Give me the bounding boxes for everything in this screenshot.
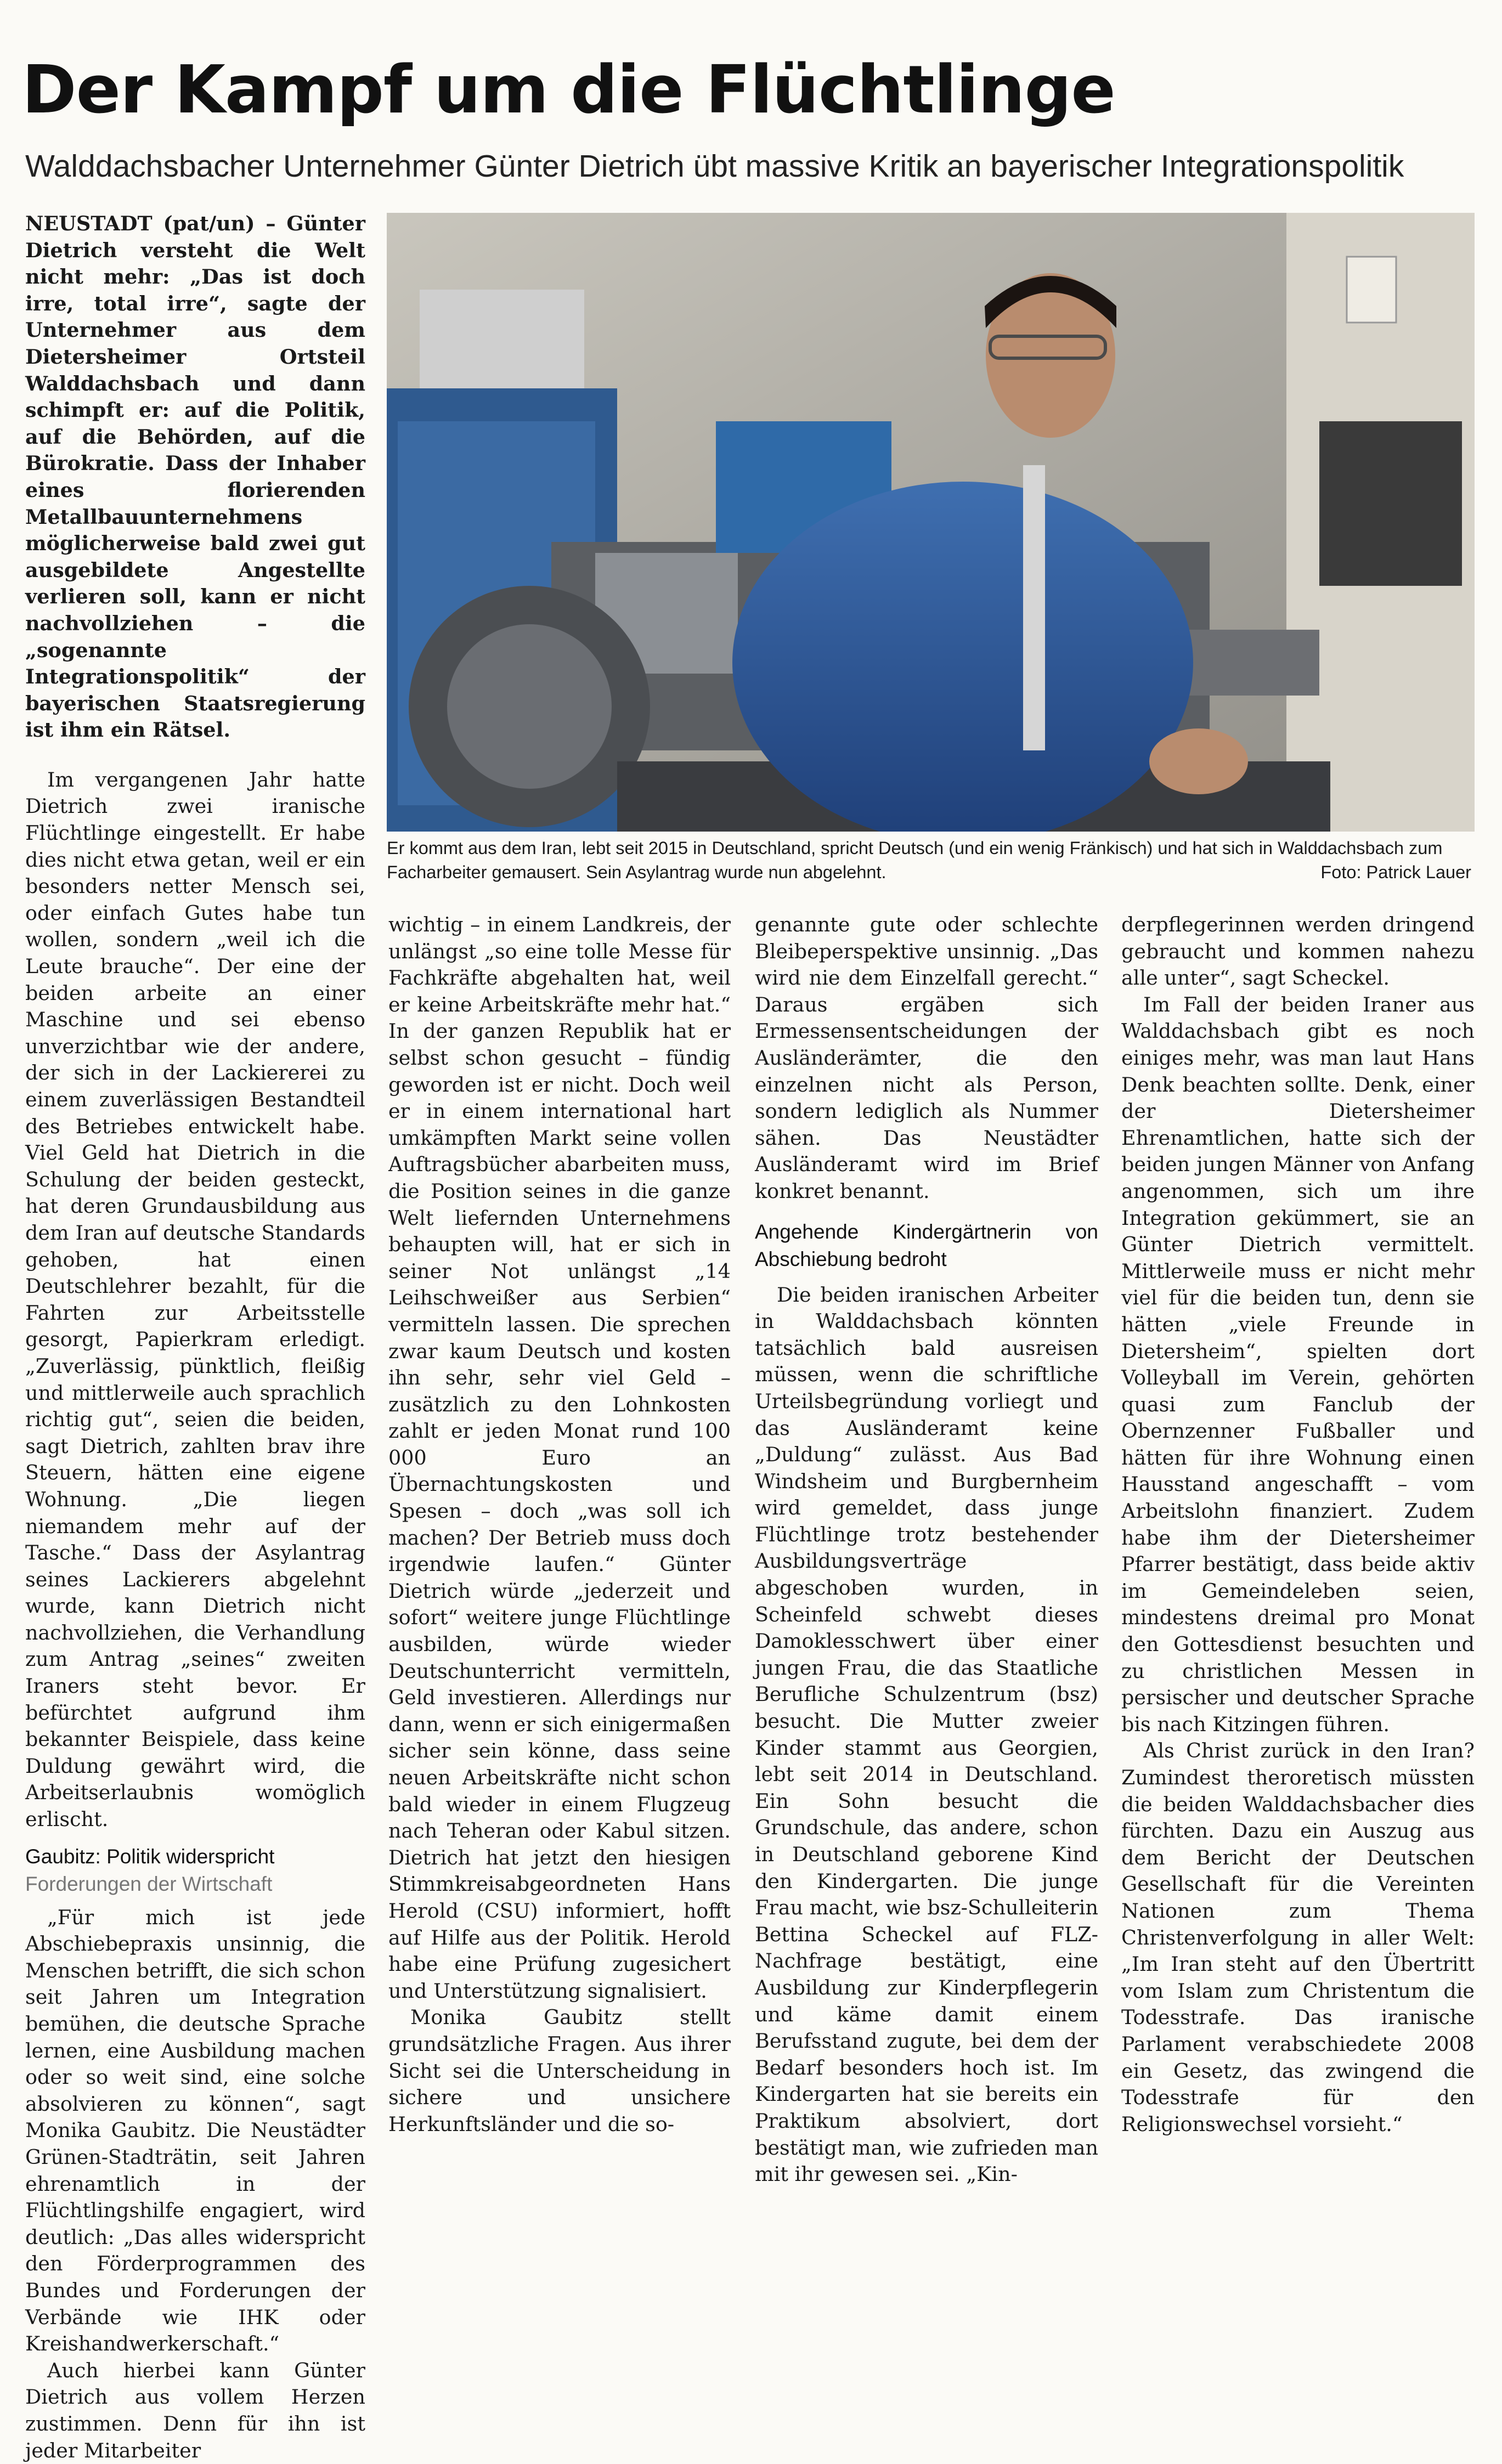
section-heading: Angehende Kindergärtnerin von Abschiebung bedroht xyxy=(755,1220,1098,1270)
body-paragraph: Im Fall der beiden Iraner aus Walddachsbach gibt es noch einiges mehr, was man laut Hans Denk beachten sollte. Denk, einer der Dietersheimer Ehrenamtlichen, hatte sich der beiden jungen Männer von Anfang angenommen, sich um ihre Integration gekümmert, sie an Günter Dietrich vermittelt. Mittlerweile muss er nicht mehr viel für die beiden tun, denn sie hätten „viele Freunde in Dietersheim“, spielten dort Volleyball im Verein, gehörten quasi zum Fanclub der Obernzenner Fußballer und hätten für ihre Wohnung einen Hausstand angeschafft – vom Arbeitslohn finanziert. Zudem habe ihm der Dietersheimer Pfarrer bestätigt, dass beide aktiv im Gemeindeleben seien, mindestens dreimal pro Monat den Gottesdienst besuchten und zu christlichen Messen in persischer und deutscher Sprache bis nach Kitzingen führen. xyxy=(1121,992,1475,1736)
column-2 xyxy=(388,912,731,2136)
column-3 xyxy=(755,912,1098,2186)
body-paragraph: Monika Gaubitz stellt grundsätzliche Fragen. Aus ihrer Sicht sei die Unterscheidung in sichere und unsichere Herkunftsländer und die so- xyxy=(388,2005,731,2136)
column-4 xyxy=(1121,912,1475,2136)
headline: Der Kampf um die Flüchtlinge xyxy=(22,52,1115,128)
section-heading: Gaubitz: Politik widerspricht xyxy=(25,1845,275,1868)
column-1 xyxy=(25,211,365,2462)
section-subheading: Forderungen der Wirtschaft xyxy=(25,1872,273,1895)
body-paragraph: Die beiden iranischen Arbeiter in Walddachsbach könnten tatsächlich bald ausreisen müssen, wenn die schriftliche Urteilsbegründung vorliegt und das Ausländeramt keine „Duldung“ zulässt. Aus Bad Windsheim und Burgbernheim wird gemeldet, dass junge Flüchtlinge trotz bestehender Ausbildungsverträge abgeschoben wurden, in Scheinfeld schwebt dieses Damoklesschwert über einer jungen Frau, die das Staatliche Berufliche Schulzentrum (bsz) besucht. Die Mutter zweier Kinder stammt aus Georgien, lebt seit 2014 in Deutschland. Ein Sohn besucht die Grundschule, das andere, schon in Deutschland geborene Kind den Kindergarten. Die junge Frau macht, wie bsz-Schulleiterin Bettina Scheckel auf FLZ-Nachfrage bestätigt, eine Ausbildung zur Kinderpflegerin und käme damit einem Berufsstand zugute, bei dem der Bedarf besonders hoch ist. Im Kindergarten hat sie bereits ein Praktikum absolviert, dort bestätigt man, wie zufrieden man mit ihr gewesen sei. „Kin- xyxy=(755,1282,1098,2186)
body-paragraph: „Für mich ist jede Abschiebepraxis unsinnig, die Menschen betrifft, die sich schon seit Jahren um Integration bemühen, die deutsche Sprache lernen, eine Ausbildung machen oder so weit sind, eine solche absolvieren zu können“, sagt Monika Gaubitz. Die Neustädter Grünen-Stadträtin, seit Jahren ehrenamtlich in der Flüchtlingshilfe engagiert, wird deutlich: „Das alles widerspricht den Förderprogrammen des Bundes und Forderungen der Verbände wie IHK oder Kreishandwerkerschaft.“ xyxy=(25,1905,365,2356)
subheadline: Walddachsbacher Unternehmer Günter Dietrich übt massive Kritik an bayerischer Integrationspolitik xyxy=(25,149,1404,184)
body-paragraph: wichtig – in einem Landkreis, der unlängst „so eine tolle Messe für Fachkräfte abgehalten hat, weil er keine Arbeitskräfte mehr hat.“ In der ganzen Republik hat er selbst schon gesucht – fündig geworden ist er nicht. Doch weil er in einem international hart umkämpften Markt seine vollen Auftragsbücher abarbeiten muss, die Position seines in die ganze Welt liefernden Unternehmens behaupten will, hat er sich in seiner Not unlängst „14 Leihschweißer aus Serbien“ vermitteln lassen. Die sprechen zwar kaum Deutsch und kosten ihn sehr, sehr viel Geld – zusätzlich zu den Lohnkosten zahlt er jeden Monat rund 100 000 Euro an Übernachtungskosten und Spesen – doch „was soll ich machen? Der Betrieb muss doch irgendwie laufen.“ Günter Dietrich würde „jederzeit und sofort“ weitere junge Flüchtlinge ausbilden, würde wieder Deutschunterricht vermitteln, Geld investieren. Allerdings nur dann, wenn er sich einigermaßen sicher sein könne, dass seine neuen Arbeitskräfte nicht schon bald wieder in einem Flugzeug nach Teheran oder Kabul sitzen. Dietrich hat jetzt den hiesigen Stimmkreisabgeordneten Hans Herold (CSU) informiert, hofft auf Hilfe aus der Politik. Herold habe eine Prüfung zugesichert und Unterstützung signalisiert. xyxy=(388,913,731,2003)
photo-credit: Foto: Patrick Lauer xyxy=(1320,862,1471,882)
body-paragraph: genannte gute oder schlechte Bleibeperspektive unsinnig. „Das wird nie dem Einzelfall gerecht.“ Daraus ergäben sich Ermessensentscheidungen der Ausländerämter, die den einzelnen nicht als Person, sondern lediglich als Nummer sähen. Das Neustädter Ausländeramt wird im Brief konkret benannt. xyxy=(755,913,1098,1203)
body-paragraph: Auch hierbei kann Günter Dietrich aus vollem Herzen zustimmen. Denn für ihn ist jeder Mitarbeiter xyxy=(25,2358,365,2462)
body-paragraph: Als Christ zurück in den Iran? Zumindest theroretisch müssten die beiden Walddachsbacher dies fürchten. Dazu ein Auszug aus dem Bericht der Deutschen Gesellschaft für die Vereinten Nationen zum Thema Christenverfolgung in aller Welt: „Im Iran steht auf den Übertritt vom Islam zum Christentum die Todesstrafe. Das iranische Parlament verabschiedete 2008 ein Gesetz, das zwingend die Todesstrafe für den Religionswechsel vorsieht.“ xyxy=(1121,1739,1475,2136)
lead-paragraph: NEUSTADT (pat/un) – Günter Dietrich versteht die Welt nicht mehr: „Das ist doch irre, total irre“, sagte der Unternehmer aus dem Dietersheimer Ortsteil Walddachsbach und dann schimpft er: auf die Politik, auf die Behörden, auf die Bürokratie. Dass der Inhaber eines florierenden Metallbauunternehmens möglicherweise bald zwei gut ausgebildete Angestellte verlieren soll, kann er nicht nachvollziehen – die „sogenannte Integrationspolitik“ der bayerischen Staatsregierung ist ihm ein Rätsel. xyxy=(25,212,365,742)
body-paragraph: derpflegerinnen werden dringend gebraucht und kommen nahezu alle unter“, sagt Scheckel. xyxy=(1121,913,1475,990)
body-paragraph: Im vergangenen Jahr hatte Dietrich zwei iranische Flüchtlinge eingestellt. Er habe dies nicht etwa getan, weil er ein besonders netter Mensch sei, oder einfach Gutes habe tun wollen, sondern „weil ich die Leute brauche“. Der eine der beiden arbeite an einer Maschine und sei ebenso unverzichtbar wie der andere, der sich in der Lackiererei zu einem zuverlässigen Bestandteil des Betriebes entwickelt habe. Viel Geld hat Dietrich in die Schulung der beiden gesteckt, hat deren Grundausbildung aus dem Iran auf deutsche Standards gehoben, hat einen Deutschlehrer bezahlt, für die Fahrten zur Arbeitsstelle gesorgt, Papierkram erledigt. „Zuverlässig, pünktlich, fleißig und mittlerweile auch sprachlich richtig gut“, seien die beiden, sagt Dietrich, zahlten brav ihre Steuern, hätten eine eigene Wohnung. „Die liegen niemandem mehr auf der Tasche.“ Dass der Asylantrag seines Lackierers abgelehnt wurde, kann Dietrich nicht nachvollziehen, die Verhandlung zum Antrag „seines“ zweiten Iraners steht bevor. Er befürchtet aufgrund ihm bekannter Beispiele, dass keine Duldung gewährt wird, die Arbeitserlaubnis womöglich erlischt. xyxy=(25,767,365,1832)
caption-text: Er kommt aus dem Iran, lebt seit 2015 in Deutschland, spricht Deutsch (und ein wenig Fränkisch) und hat sich in Walddachsbach zum Facharbeiter gemausert. Sein Asylantrag wurde nun abgelehnt. xyxy=(387,838,1443,882)
article-photo xyxy=(387,213,1475,832)
photo-caption xyxy=(387,836,1475,884)
